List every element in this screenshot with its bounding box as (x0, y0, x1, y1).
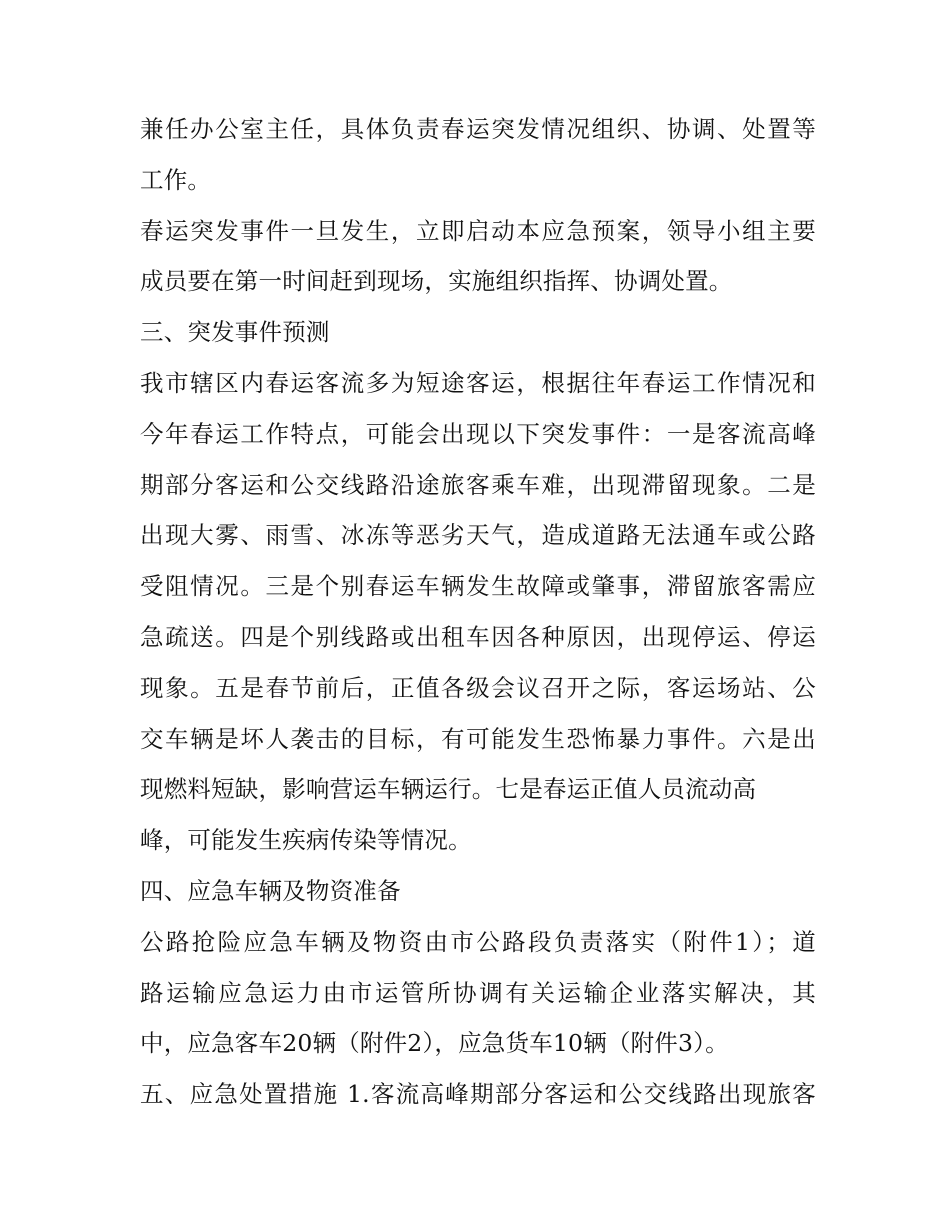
text-line: 期部分客运和公交线路沿途旅客乘车难，出现滞留现象。二是 (140, 470, 816, 499)
text-line: 交车辆是坏人袭击的目标，有可能发生恐怖暴力事件。六是出 (140, 724, 816, 753)
text-line: 兼任办公室主任，具体负责春运突发情况组织、协调、处置等 (140, 115, 816, 143)
text-line: 路运输应急运力由市运管所协调有关运输企业落实解决，其 (140, 978, 816, 1007)
text-line: 四、应急车辆及物资准备 (140, 876, 401, 905)
document-body (140, 104, 816, 1120)
text-line: 中，应急客车20辆（附件2），应急货车10辆（附件3）。 (140, 1029, 729, 1058)
text-line: 现燃料短缺，影响营运车辆运行。七是春运正值人员流动高 (140, 775, 757, 804)
text-line: 急疏送。四是个别线路或出租车因各种原因，出现停运、停运 (140, 622, 816, 651)
text-line: 工作。 (140, 165, 212, 194)
text-line: 出现大雾、雨雪、冰冻等恶劣天气，造成道路无法通车或公路 (140, 521, 816, 550)
text-line: 峰，可能发生疾病传染等情况。 (140, 826, 472, 855)
text-line: 五、应急处置措施 1.客流高峰期部分客运和公交线路出现旅客 (140, 1080, 816, 1109)
text-line: 今年春运工作特点，可能会出现以下突发事件：一是客流高峰 (140, 419, 816, 448)
text-line: 三、突发事件预测 (140, 318, 330, 347)
text-line: 我市辖区内春运客流多为短途客运，根据往年春运工作情况和 (140, 368, 816, 397)
text-line: 公路抢险应急车辆及物资由市公路段负责落实（附件1）；道 (140, 927, 816, 956)
text-line: 成员要在第一时间赶到现场，实施组织指挥、协调处置。 (140, 267, 733, 296)
text-line: 春运突发事件一旦发生，立即启动本应急预案，领导小组主要 (140, 216, 816, 245)
text-line: 受阻情况。三是个别春运车辆发生故障或肇事，滞留旅客需应 (140, 572, 816, 601)
text-line: 现象。五是春节前后，正值各级会议召开之际，客运场站、公 (140, 673, 816, 702)
